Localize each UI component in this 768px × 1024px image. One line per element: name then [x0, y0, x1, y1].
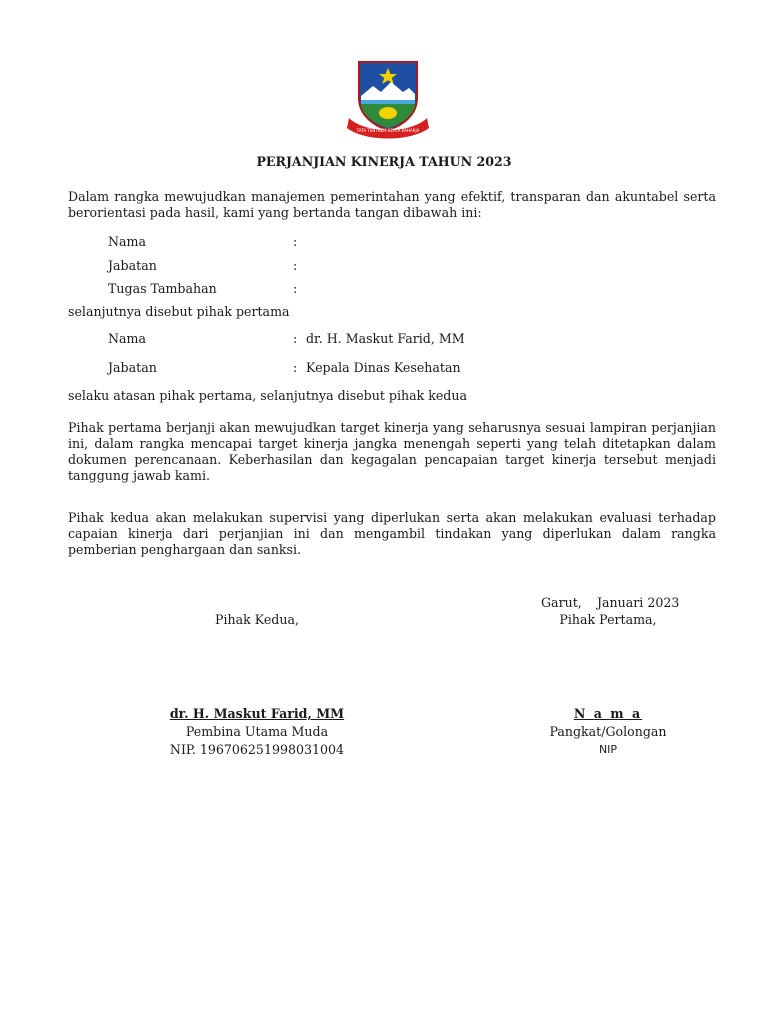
left-signer-nip: NIP. 196706251998031004 [169, 742, 345, 757]
second-party-position-label: Jabatan [108, 360, 157, 375]
signing-date: Januari 2023 [597, 595, 680, 610]
first-party-extra-task-colon: : [293, 281, 298, 296]
second-party-name-label: Nama [108, 331, 146, 346]
second-party-name-colon: : [293, 331, 298, 346]
kabupaten-garut-logo [345, 58, 431, 140]
second-party-position-colon: : [293, 360, 298, 375]
second-party-position-value: Kepala Dinas Kesehatan [306, 360, 461, 375]
left-signer-name: dr. H. Maskut Farid, MM [169, 706, 345, 721]
left-signature-role: Pihak Kedua, [215, 612, 299, 627]
right-signer-name: N a m a [573, 706, 643, 721]
second-party-note: selaku atasan pihak pertama, selanjutnya disebut pihak kedua [68, 388, 467, 403]
second-party-name-value: dr. H. Maskut Farid, MM [306, 331, 465, 346]
document-title: PERJANJIAN KINERJA TAHUN 2023 [256, 154, 512, 169]
right-signature-block [508, 705, 708, 759]
first-party-name-label: Nama [108, 234, 146, 249]
first-party-position-colon: : [293, 258, 298, 273]
first-party-extra-task-label: Tugas Tambahan [108, 281, 217, 296]
right-signer-nip: NIP [598, 743, 618, 756]
right-signer-rank: Pangkat/Golongan [549, 724, 667, 739]
right-signature-role: Pihak Pertama, [559, 612, 657, 627]
logo-motto: TATA TENTREM KERTA RAHARJA [356, 128, 420, 133]
first-party-position-label: Jabatan [108, 258, 157, 273]
signing-place: Garut, [541, 595, 582, 610]
commitment-paragraph: Pihak pertama berjanji akan mewujudkan target kinerja yang seharusnya sesuai lampiran perjanjian ini, dalam rangka mencapai target kinerja jangka menengah seperti yang telah ditetapkan dalam dokumen perencanaan. Keberhasilan dan kegagalan pencapaian target kinerja tersebut menjadi tanggung jawab kami. [68, 420, 716, 483]
intro-paragraph: Dalam rangka mewujudkan manajemen pemerintahan yang efektif, transparan dan akuntabel serta berorientasi pada hasil, kami yang bertanda tangan dibawah ini: [68, 189, 716, 220]
left-signature-block [157, 705, 357, 759]
left-signer-rank: Pembina Utama Muda [185, 724, 329, 739]
supervision-paragraph: Pihak kedua akan melakukan supervisi yang diperlukan serta akan melakukan evaluasi terhadap capaian kinerja dari perjanjian ini dan mengambil tindakan yang diperlukan dalam rangka pemberian penghargaan dan sanksi. [68, 510, 716, 557]
first-party-name-colon: : [293, 234, 298, 249]
first-party-note: selanjutnya disebut pihak pertama [68, 304, 290, 319]
